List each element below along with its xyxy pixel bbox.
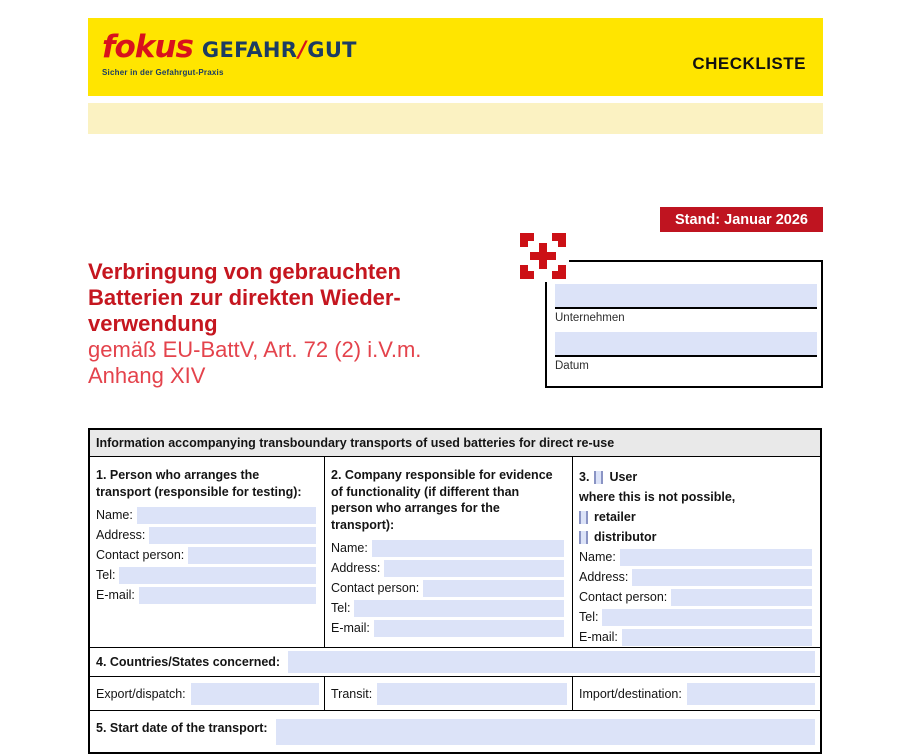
cell1-tel-label: Tel:	[96, 568, 116, 582]
company-name-field[interactable]	[555, 284, 817, 309]
start-date-field[interactable]	[276, 719, 815, 745]
subtitle-line-1: gemäß EU-BattV, Art. 72 (2) i.V.m.	[88, 337, 422, 362]
cell1-name-label: Name:	[96, 508, 133, 522]
company-date-box	[545, 260, 823, 388]
table-header-row: Information accompanying transboundary transports of used batteries for direct re-use	[90, 430, 820, 457]
transport-info-table	[88, 428, 822, 754]
cell2-contact-label: Contact person:	[331, 581, 420, 595]
table-body-row	[90, 457, 820, 647]
cell3-tel-field[interactable]	[602, 609, 812, 626]
retailer-checkbox[interactable]	[579, 511, 588, 524]
countries-states-field[interactable]	[288, 651, 815, 673]
transit-cell	[325, 677, 573, 710]
date-label: Datum	[555, 360, 589, 372]
cell1-email-label: E-mail:	[96, 588, 135, 602]
document-title-block	[88, 259, 538, 389]
cell3-name-field[interactable]	[620, 549, 812, 566]
cell3-number: 3.	[579, 470, 590, 484]
import-destination-label: Import/destination:	[579, 686, 682, 701]
logo-gut-text: GUT	[307, 38, 357, 62]
cell1-contact-field[interactable]	[188, 547, 316, 564]
fokus-crosshair-icon	[517, 230, 569, 282]
cell3-contact-label: Contact person:	[579, 590, 668, 604]
cell-user-retailer-distributor	[573, 457, 820, 647]
cell2-email-field[interactable]	[374, 620, 564, 637]
stand-date-badge: Stand: Januar 2026	[660, 207, 823, 232]
export-dispatch-cell	[90, 677, 325, 710]
cell3-note: where this is not possible,	[579, 490, 736, 504]
cell3-address-field[interactable]	[632, 569, 812, 586]
cell1-name-field[interactable]	[137, 507, 316, 524]
cell2-heading: 2. Company responsible for evidence of functionality (if different than person who arranges for the transport):	[331, 468, 553, 532]
retailer-option-label: retailer	[594, 510, 636, 524]
cell3-name-label: Name:	[579, 550, 616, 564]
cell2-name-label: Name:	[331, 541, 368, 555]
cell1-address-label: Address:	[96, 528, 146, 542]
title-line-2: Batterien zur direkten Wieder-	[88, 285, 401, 310]
cell3-email-label: E-mail:	[579, 630, 618, 644]
cell3-email-field[interactable]	[622, 629, 812, 646]
title-line-1: Verbringung von gebrauchten	[88, 259, 401, 284]
user-option-label: User	[609, 470, 638, 484]
export-dispatch-label: Export/dispatch:	[96, 686, 186, 701]
transit-label: Transit:	[331, 686, 373, 701]
cell1-heading: 1. Person who arranges the transport (responsible for testing):	[96, 468, 302, 499]
cell1-address-field[interactable]	[149, 527, 316, 544]
row-start-date	[90, 710, 820, 752]
doc-type-label: CHECKLISTE	[692, 54, 806, 73]
cell2-address-field[interactable]	[384, 560, 564, 577]
logo-slash-icon: /	[298, 38, 307, 63]
logo-fokus-text: fokus	[102, 29, 193, 65]
company-name-label: Unternehmen	[555, 312, 625, 324]
cell1-email-field[interactable]	[139, 587, 316, 604]
logo-gefahr-text: GEFAHR	[201, 38, 298, 62]
cell2-email-label: E-mail:	[331, 621, 370, 635]
cell3-contact-field[interactable]	[671, 589, 812, 606]
import-destination-cell	[573, 677, 820, 710]
countries-states-label: 4. Countries/States concerned:	[96, 655, 281, 669]
distributor-option-label: distributor	[594, 530, 657, 544]
cell3-tel-label: Tel:	[579, 610, 599, 624]
cell2-address-label: Address:	[331, 561, 381, 575]
cell3-address-label: Address:	[579, 570, 629, 584]
cell2-contact-field[interactable]	[423, 580, 564, 597]
fokus-gefahrgut-logo	[102, 29, 357, 77]
subtitle-line-2: Anhang XIV	[88, 363, 206, 388]
export-dispatch-field[interactable]	[191, 683, 319, 705]
date-field[interactable]	[555, 332, 817, 357]
cell1-contact-label: Contact person:	[96, 548, 185, 562]
logo-tagline: Sicher in der Gefahrgut-Praxis	[102, 68, 224, 77]
user-checkbox[interactable]	[594, 471, 603, 484]
cell-person-arranges-transport	[90, 457, 325, 647]
cell-company-evidence-functionality	[325, 457, 573, 647]
import-destination-field[interactable]	[687, 683, 815, 705]
cell2-name-field[interactable]	[372, 540, 564, 557]
row-countries-states	[90, 647, 820, 676]
cell2-tel-label: Tel:	[331, 601, 351, 615]
start-date-label: 5. Start date of the transport:	[96, 721, 268, 735]
masthead-band	[88, 18, 823, 96]
transit-field[interactable]	[377, 683, 567, 705]
cell2-tel-field[interactable]	[354, 600, 564, 617]
masthead-substrip	[88, 103, 823, 134]
title-line-3: verwendung	[88, 311, 218, 336]
distributor-checkbox[interactable]	[579, 531, 588, 544]
cell1-tel-field[interactable]	[119, 567, 316, 584]
row-export-transit-import	[90, 676, 820, 710]
